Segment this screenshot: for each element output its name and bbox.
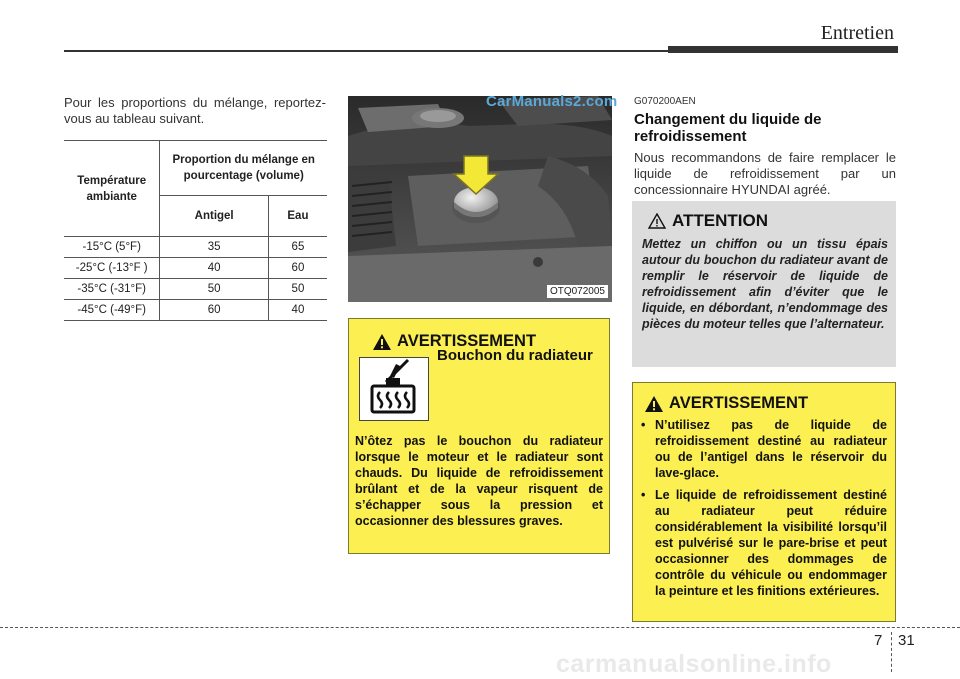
col-header-temperature: Température ambiante — [64, 141, 160, 237]
caution-icon — [648, 213, 666, 229]
chapter-title: Entretien — [820, 22, 894, 44]
page-separator — [891, 632, 892, 672]
table-row — [64, 258, 327, 279]
cell-antigel: 40 — [160, 258, 268, 279]
mixture-table — [64, 140, 327, 321]
warning-icon — [373, 334, 391, 350]
section-heading: Changement du liquide de refroidissement — [634, 111, 822, 145]
header-bar — [668, 46, 898, 53]
list-item: • N’utilisez pas de liquide de refroidissement destiné au radiateur ou de l’antigel dans le réservoir du lave-glace. — [641, 417, 887, 481]
cell-temp: -35°C (-31°F) — [64, 279, 160, 300]
table-row — [64, 279, 327, 300]
cell-eau: 60 — [268, 258, 327, 279]
cell-temp: -45°C (-49°F) — [64, 300, 160, 321]
section-body: Nous recommandons de faire remplacer le liquide de refroidissement par un concessionnaire HYUNDAI agréé. — [634, 150, 896, 197]
warning-list — [641, 417, 887, 605]
attention-body: Mettez un chiffon ou un tissu épais autour du bouchon du radiateur avant de remplir le réservoir de liquide de refroidissement afin d’éviter que le liquide, en débordant, n’endommage des pièces du moteur telles que l’alternateur. — [642, 237, 888, 331]
engine-bay-photo — [348, 96, 612, 302]
col-header-proportion: Proportion du mélange en pourcentage (volume) — [160, 141, 327, 196]
warning-title: AVERTISSEMENT — [397, 332, 537, 350]
col-header-eau: Eau — [268, 196, 327, 237]
warning-title: AVERTISSEMENT — [669, 394, 809, 412]
section-code: G070200AEN — [634, 96, 696, 107]
table-row — [64, 300, 327, 321]
figure-code: OTQ072005 — [547, 285, 608, 298]
col-header-antigel: Antigel — [160, 196, 268, 237]
list-item: • Le liquide de refroidissement destiné au radiateur peut réduire considérablement la visibilité lorsqu’il est pulvérisé sur le pare-brise et peut occasionner des dommages de contrôle du véhicule ou endommager la peinture et les finitions extérieures. — [641, 487, 887, 599]
warning-radiator-cap — [348, 318, 610, 554]
cell-eau: 50 — [268, 279, 327, 300]
attention-box — [632, 201, 896, 367]
intro-paragraph: Pour les proportions du mélange, reportez-vous au tableau suivant. — [64, 95, 326, 126]
warning-body: N’ôtez pas le bouchon du radiateur lorsque le moteur et le radiateur sont chauds. Du liquide de refroidissement brûlant et de la vapeur risquent de s’échapper sous la pression et occasionner des blessures graves. — [355, 434, 603, 528]
table-row — [64, 237, 327, 258]
warning-icon — [645, 396, 663, 412]
footer-rule — [0, 627, 960, 628]
engine-illustration — [348, 96, 612, 302]
cell-eau: 40 — [268, 300, 327, 321]
cell-temp: -15°C (5°F) — [64, 237, 160, 258]
header-rule — [64, 50, 670, 52]
warning-subtitle: Bouchon du radiateur — [437, 347, 593, 364]
page-number: 31 — [898, 632, 915, 649]
attention-title: ATTENTION — [672, 211, 769, 230]
watermark: CarManuals2.com — [486, 93, 618, 110]
cell-eau: 65 — [268, 237, 327, 258]
cell-antigel: 60 — [160, 300, 268, 321]
warning-coolant — [632, 382, 896, 622]
cell-antigel: 50 — [160, 279, 268, 300]
cell-antigel: 35 — [160, 237, 268, 258]
chapter-number: 7 — [874, 632, 883, 649]
cell-temp: -25°C (-13°F ) — [64, 258, 160, 279]
footer-watermark: carmanualsonline.info — [556, 650, 832, 678]
hot-radiator-icon — [359, 357, 429, 421]
